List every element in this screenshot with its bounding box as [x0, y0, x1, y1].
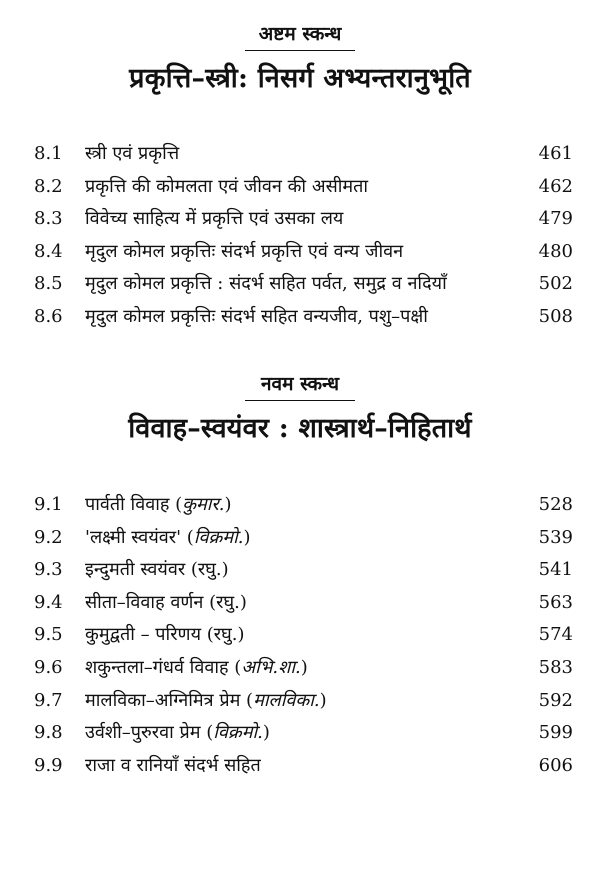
entry-title-text: 'लक्ष्मी स्वयंवर' ( [85, 526, 194, 548]
section-9-header [0, 372, 600, 447]
toc-entry-9-1[interactable] [0, 489, 600, 522]
toc-entry-8-5[interactable] [0, 268, 600, 301]
entry-page-number: 541 [538, 559, 573, 581]
entry-source-abbreviation: मालविका. [253, 689, 320, 711]
entry-source-abbreviation: कुमार. [182, 494, 225, 515]
entry-title-text: शकुन्तला–गंधर्व विवाह ( [85, 656, 242, 678]
entry-close-paren: ) [262, 722, 270, 744]
section-8-title: प्रकृत्ति–स्त्री: निसर्ग अभ्यन्तरानुभूति [129, 63, 471, 94]
entry-number: 9.6 [34, 656, 63, 678]
entry-page-number: 592 [538, 689, 573, 711]
entry-number: 9.7 [34, 689, 63, 711]
entry-title: मृदुल कोमल प्रकृत्ति : संदर्भ सहित पर्वत, समुद्र व नदियाँ [85, 273, 447, 295]
entry-page-number: 606 [538, 754, 573, 776]
entry-page-number: 461 [538, 143, 573, 164]
section-8-heading-rule [245, 50, 355, 51]
entry-page-number: 599 [538, 722, 573, 744]
entry-number: 8.2 [34, 175, 63, 197]
toc-entry-8-2[interactable] [0, 171, 600, 204]
entry-page-number: 508 [538, 305, 573, 327]
entry-number: 9.2 [34, 526, 63, 548]
entry-title [85, 522, 251, 555]
entry-title: सीता–विवाह वर्णन (रघु.) [85, 591, 247, 613]
entry-page-number: 563 [538, 591, 573, 613]
toc-entry-9-8[interactable] [0, 717, 600, 750]
entry-page-number: 539 [538, 526, 573, 548]
entry-title: इन्दुमती स्वयंवर (रघु.) [85, 559, 229, 581]
entry-title: प्रकृत्ति की कोमलता एवं जीवन की असीमता [85, 175, 369, 197]
entry-title [85, 489, 232, 522]
entry-close-paren: ) [319, 689, 327, 711]
toc-entry-9-9[interactable] [0, 750, 600, 783]
section-9-toc [0, 489, 600, 782]
entry-number: 8.4 [34, 240, 63, 262]
entry-page-number: 479 [538, 208, 573, 230]
toc-entry-9-3[interactable] [0, 554, 600, 587]
entry-title [85, 685, 327, 718]
section-9-skandha-heading: नवम स्कन्ध [260, 373, 340, 395]
entry-title: राजा व रानियाँ संदर्भ सहित [85, 754, 261, 776]
toc-entry-9-7[interactable] [0, 685, 600, 718]
entry-page-number: 480 [538, 240, 573, 262]
entry-number: 9.4 [34, 591, 63, 613]
entry-number: 8.6 [34, 305, 63, 327]
entry-number: 8.1 [34, 143, 63, 164]
toc-entry-9-4[interactable] [0, 587, 600, 620]
entry-close-paren: ) [224, 494, 232, 515]
entry-page-number: 574 [538, 624, 573, 646]
entry-page-number: 462 [538, 175, 573, 197]
toc-entry-9-6[interactable] [0, 652, 600, 685]
entry-number: 9.5 [34, 624, 63, 646]
entry-title: स्त्री एवं प्रकृत्ति [85, 143, 180, 164]
entry-source-abbreviation: अभि.शा. [241, 656, 301, 678]
entry-title: विवेच्य साहित्य में प्रकृत्ति एवं उसका लय [85, 208, 344, 230]
entry-number: 8.3 [34, 208, 63, 230]
entry-page-number: 502 [538, 273, 573, 295]
entry-title [85, 652, 308, 685]
entry-title [85, 717, 270, 750]
section-9-heading-rule [245, 400, 355, 401]
toc-entry-8-6[interactable] [0, 301, 600, 334]
entry-title-text: पार्वती विवाह ( [85, 494, 183, 515]
entry-source-abbreviation: विक्रमो. [193, 526, 244, 548]
entry-title: मृदुल कोमल प्रकृत्तिः संदर्भ प्रकृत्ति एवं वन्य जीवन [85, 240, 404, 262]
section-9-title: विवाह–स्वयंवर : शास्त्रार्थ–निहितार्थ [128, 413, 472, 444]
entry-close-paren: ) [243, 526, 251, 548]
entry-title-text: उर्वशी–पुरुरवा प्रेम ( [85, 722, 214, 744]
section-8-header [0, 22, 600, 97]
entry-number: 9.1 [34, 494, 63, 515]
entry-number: 9.9 [34, 754, 63, 776]
toc-entry-8-3[interactable] [0, 203, 600, 236]
entry-number: 8.5 [34, 273, 63, 295]
entry-number: 9.3 [34, 559, 63, 581]
entry-source-abbreviation: विक्रमो. [213, 722, 263, 744]
entry-title: मृदुल कोमल प्रकृत्तिः संदर्भ सहित वन्यजीव, पशु–पक्षी [85, 305, 428, 327]
toc-entry-9-2[interactable] [0, 522, 600, 555]
toc-entry-8-1[interactable] [0, 138, 600, 171]
entry-close-paren: ) [300, 656, 308, 678]
entry-page-number: 528 [538, 494, 573, 515]
toc-entry-8-4[interactable] [0, 236, 600, 269]
section-8-toc [0, 138, 600, 334]
entry-number: 9.8 [34, 722, 63, 744]
entry-title-text: मालविका–अग्निमित्र प्रेम ( [85, 689, 254, 711]
toc-entry-9-5[interactable] [0, 619, 600, 652]
section-8-skandha-heading: अष्टम स्कन्ध [258, 23, 342, 45]
entry-title: कुमुद्वती – परिणय (रघु.) [85, 624, 245, 646]
entry-page-number: 583 [538, 656, 573, 678]
